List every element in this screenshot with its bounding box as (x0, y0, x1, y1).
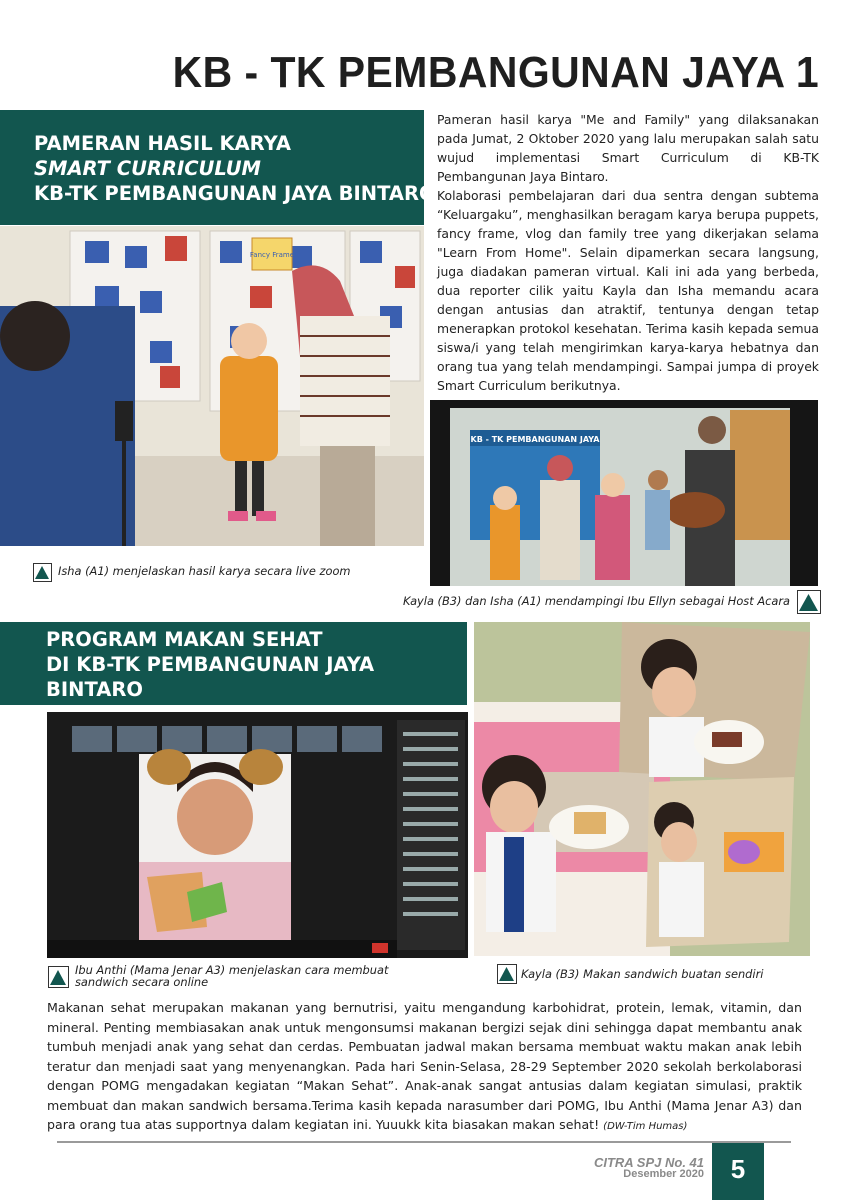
photo-exhibition-live-zoom (0, 226, 424, 546)
caption-photo2: Kayla (B3) dan Isha (A1) mendampingi Ibu Ellyn sebagai Host Acara (403, 594, 791, 608)
section2-heading-line3: BINTARO (46, 678, 143, 701)
caption-photo3-line1: Ibu Anthi (Mama Jenar A3) menjelaskan cara membuat (75, 963, 389, 977)
section1-heading-line3: KB-TK PEMBANGUNAN JAYA BINTARO (34, 182, 436, 205)
section2-heading-line1: PROGRAM MAKAN SEHAT (46, 628, 323, 651)
section1-paragraph-2: Kolaborasi pembelajaran dari dua sentra dengan subtema “Keluargaku”, menghasilkan beragam karya berupa puppets, fancy frame, vlog dan family tree yang dikerjakan selama "Learn From Home". Selain dipamerkan secara langsung, juga diadakan pameran virtual. Kali ini ada yang berbeda, dua reporter cilik yaitu Kayla dan Isha memandu acara dengan antusias dan atraktif, tentunya dengan tetap menerapkan protokol kesehatan. Terima kasih kepada semua siswa/i yang telah mengirimkan karya-karya hebatnya dan orang tua yang telah mendampingi. Sampai jumpa di proyek Smart Curriculum berikutnya. (437, 188, 819, 393)
section1-heading-line2: SMART CURRICULUM (34, 157, 261, 180)
caption-photo4: Kayla (B3) Makan sandwich buatan sendiri (521, 967, 764, 981)
section2-heading-box (0, 622, 467, 705)
section2-heading-line2: DI KB-TK PEMBANGUNAN JAYA (46, 653, 375, 676)
section1-article-text (437, 110, 819, 395)
section1-heading-box (0, 110, 436, 225)
section1-heading-line1: PAMERAN HASIL KARYA (34, 132, 291, 155)
photo-host-event (430, 400, 818, 586)
photo2-banner-text: KB - TK PEMBANGUNAN JAYA (470, 435, 600, 444)
triangle-bullet-icon (33, 563, 52, 582)
caption-photo1: Isha (A1) menjelaskan hasil karya secara live zoom (58, 564, 351, 578)
photo-zoom-sandwich-demo (47, 712, 468, 958)
caption-photo3 (75, 964, 388, 988)
footer-magazine-name: CITRA SPJ No. 41 (593, 1155, 704, 1170)
footer-divider (57, 1141, 791, 1143)
triangle-bullet-icon (48, 966, 69, 988)
article-signature: (DW-Tim Humas) (603, 1121, 688, 1132)
footer-issue-date: Desember 2020 (623, 1168, 704, 1180)
section2-article-text (47, 998, 802, 1137)
triangle-bullet-icon (497, 964, 517, 984)
caption-photo3-line2: sandwich secara online (75, 975, 209, 989)
section2-paragraph: Makanan sehat merupakan makanan yang bernutrisi, yaitu mengandung karbohidrat, protein, lemak, vitamin, dan mineral. Penting membiasakan anak untuk mengonsumsi makanan bergizi sejak dini sehingga dapat membantu anak tumbuh menjadi anak yang sehat dan cerdas. Pembuatan jadwal makan bersama membuat waktu makan anak lebih teratur dan menjadi saat yang menyenangkan. Pada hari Senin-Selasa, 28-29 September 2020 sekolah berkolaborasi dengan POMG mengadakan kegiatan “Makan Sehat”. Anak-anak sangat antusias dalam kegiatan simulasi, praktik membuat dan makan sandwich bersama.Terima kasih kepada narasumber dari POMG, Ibu Anthi (Mama Jenar A3) dan para orang tua atas supportnya dalam kegiatan ini. Yuuukk kita biasakan makan sehat! (47, 1000, 802, 1132)
page-header-title: KB - TK PEMBANGUNAN JAYA 1 (172, 48, 819, 97)
fancy-frame-sign: Fancy Frame (249, 251, 295, 259)
section1-paragraph-1: Pameran hasil karya "Me and Family" yang dilaksanakan pada Jumat, 2 Oktober 2020 yang lalu merupakan salah satu wujud implementasi Smart Curriculum di KB-TK Pembangunan Jaya Bintaro. (437, 112, 819, 184)
page-number: 5 (712, 1143, 764, 1200)
triangle-bullet-icon (797, 590, 821, 614)
photo-kayla-eating-sandwich (474, 622, 810, 956)
